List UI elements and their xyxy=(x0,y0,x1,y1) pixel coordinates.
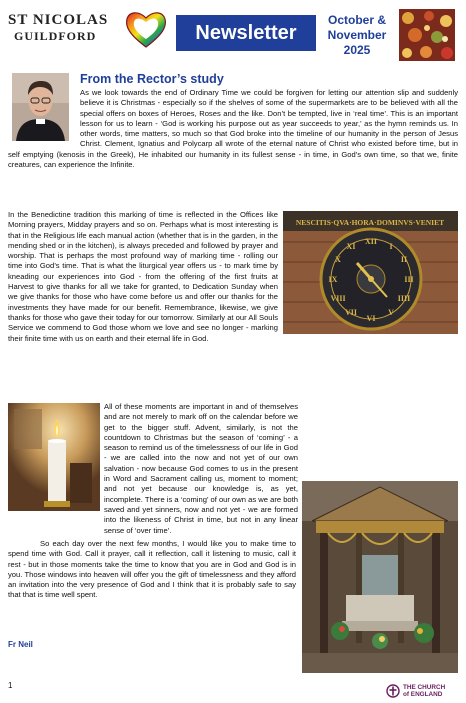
church-name-line1: ST NICOLAS xyxy=(8,12,109,28)
paragraph-1 xyxy=(8,88,458,170)
paragraph-1-text: As we look towards the end of Ordinary Time we could be forgiven for letting our attention slip and suddenly believe it is Christmas - especially so if the shelves of some of the supermarkets are to be believed with all the special offers on boxes of Heroes, Roses and the like. Don’t be tempted, live in ‘real time’. This is an important lesson for us to learn - ‘God is working his purpose out as year succeeds to year,’ as the hymn reminds us. In other words, time matters, so much so that God broke into the timeline of our humanity in the person of Jesus Christ. Clement, Ignatius and Polycarp all wrote of the eternal nature of Christ who existed before time, but in self emptying (kenosis in the Greek), He inhabited our humanity in its fullest sense - in time, in God’s own time, so that we, finite creatures, can experience the Infinite. xyxy=(8,88,458,170)
coe-logo-icon xyxy=(386,684,400,698)
article-title: From the Rector’s study xyxy=(80,72,224,86)
svg-text:V: V xyxy=(388,308,394,317)
issue-date xyxy=(320,13,394,58)
heart-logo-icon xyxy=(124,8,168,50)
coe-logo xyxy=(386,683,460,699)
paragraph-2 xyxy=(8,210,458,344)
autumn-pattern-icon xyxy=(399,9,455,61)
coe-line1: THE CHURCH xyxy=(403,684,446,691)
svg-text:X: X xyxy=(335,255,341,264)
church-logo xyxy=(8,12,118,52)
paragraph-4-text: So each day over the next few months, I would like you to make time to spend time with God. Call it prayer, call it reflection, call it listening to music, call it rest - but in those moments take the time to know that you are in God and God is in you. Those windows into heaven will offer you the gift of timelessness and they afford an invitation into the very presence of God and I think that it is probably safe to say that that is time well spent. xyxy=(8,539,296,600)
church-name-line2: GUILDFORD xyxy=(14,29,97,43)
newsletter-banner: Newsletter xyxy=(176,15,316,51)
date-line2: November xyxy=(327,28,387,42)
font-photo xyxy=(302,481,458,673)
svg-text:IX: IX xyxy=(328,275,338,284)
svg-text:VI: VI xyxy=(366,314,376,323)
svg-text:III: III xyxy=(404,275,414,284)
svg-text:VII: VII xyxy=(344,308,358,317)
paragraph-4 xyxy=(8,539,296,601)
coe-line2: of ENGLAND xyxy=(403,691,443,698)
paragraph-2-text: In the Benedictine tradition this marking of time is reflected in the Offices like Morning prayers, Midday prayers and so on. Perhaps what is most interesting is that in the Religious life each manual action (whether that is in the garden, in the mending shed or in the kitchen), is always preceded and followed by prayer and worship. That is perhaps the most profound way of marking time - rolling our time into God’s time. That is what the liturgical year offers us - to mark time by kneading our experiences into God - from the offering of the first fruits at Harvest to give thanks for all we take for granted, to Dedication Sunday when we give thanks for those who have come before us and offer our thanks for the investments they have made for our benefit. Remembrance, likewise, we give thanks for those who gave their today for our tomorrow. Similarly at our All Souls Service we commend to God those whom we love and see no longer - marking their finite time with us on earth and their eternal life in God. xyxy=(8,210,278,343)
paragraph-3-text: All of these moments are important in and of themselves and are not merely to mark off on the calendar before we get to the bigger stuff. Advent, similarly, is not the countdown to Christmas but the season of ‘coming’ - a season to remind us of the timelessness of our life in God - we are called into the now and not yet of our own salvation - now because God comes to us in the present in Word and Sacrament calling us, moment to moment; and not yet because our knowledge is, as yet, incomplete. There is a ‘coming’ of our own as we are both saved and yet sinners, now and not yet - we are formed into the likeness of Christ in time, but not in any linear sense of ‘over time’. xyxy=(104,402,298,535)
clock-inscription: NESCITIS·QVA·HORA·DOMINVS·VENIET xyxy=(295,218,445,227)
page-number: 1 xyxy=(8,681,13,690)
candle-photo xyxy=(8,403,100,511)
svg-text:I: I xyxy=(389,242,393,251)
svg-text:II: II xyxy=(400,255,408,264)
signature: Fr Neil xyxy=(8,640,33,649)
svg-text:IIII: IIII xyxy=(397,294,411,303)
date-line3: 2025 xyxy=(343,43,371,57)
svg-text:XI: XI xyxy=(346,242,356,251)
svg-text:XII: XII xyxy=(364,237,378,246)
svg-text:VIII: VIII xyxy=(330,294,346,303)
date-line1: October & xyxy=(327,13,386,27)
